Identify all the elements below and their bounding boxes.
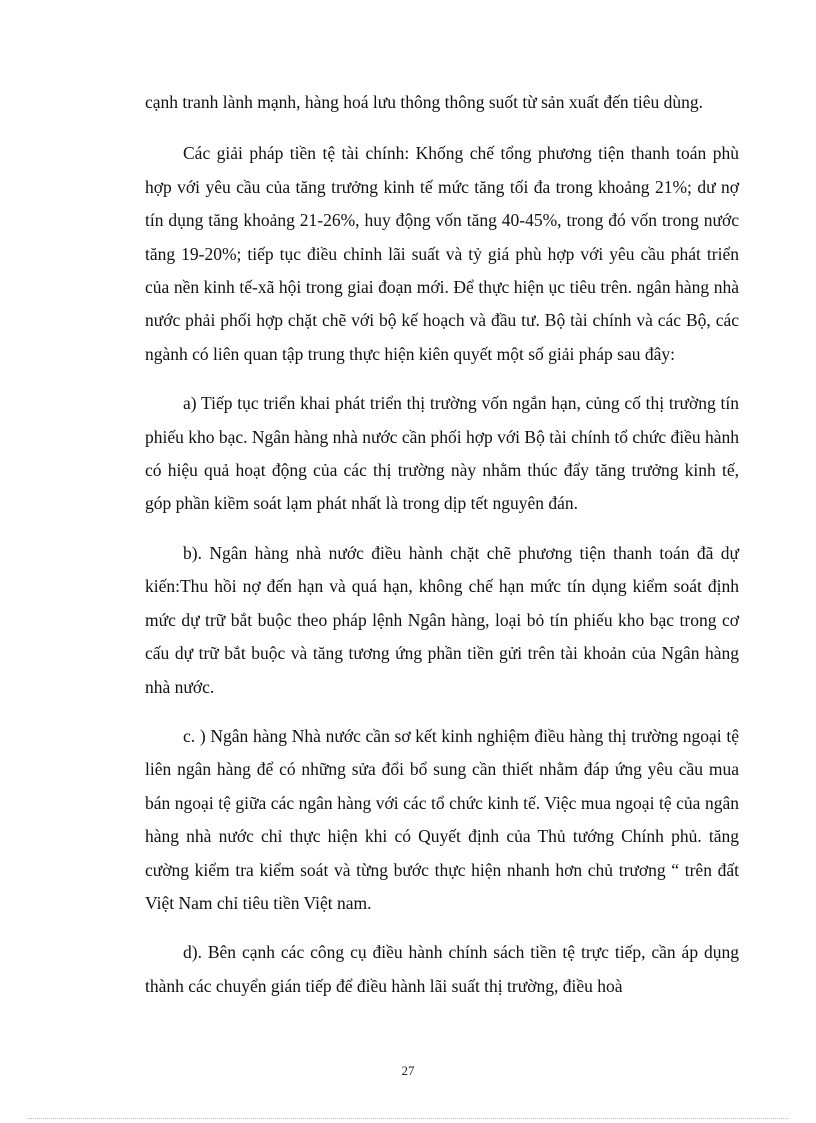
paragraph-item-d: d). Bên cạnh các công cụ điều hành chính sách tiền tệ trực tiếp, cần áp dụng thành các chuyển gián tiếp để điều hành lãi suất thị trường, điều hoà [145, 942, 739, 996]
paragraph-item-c: c. ) Ngân hàng Nhà nước cần sơ kết kinh nghiệm điều hàng thị trường ngoại tệ liên ngân hàng để có những sửa đổi bổ sung cần thiết nhằm đáp ứng yêu cầu mua bán ngoại tệ giữa các ngân hàng với các tổ chức kinh tế. Việc mua ngoại tệ của ngân hàng nhà nước chỉ thực hiện khi có Quyết định của Thủ tướng Chính phủ. tăng cường kiểm tra kiểm soát và từng bước thực hiện nhanh hơn chủ trương “ trên đất Việt Nam chỉ tiêu tiền Việt nam. [145, 725, 739, 913]
paragraph-financial-solutions: Các giải pháp tiền tệ tài chính: Khống chế tổng phương tiện thanh toán phù hợp với yêu cầu của tăng trưởng kinh tế mức tăng tối đa trong khoảng 21%; dư nợ tín dụng tăng khoảng 21-26%, huy động vốn tăng 40-45%, trong đó vốn trong nước tăng 19-20%; tiếp tục điều chỉnh lãi suất và tỷ giá phù hợp với yêu cầu phát triển của nền kinh tế-xã hội trong giai đoạn mới. Để thực hiện ục tiêu trên. ngân hàng nhà nước phải phối hợp chặt chẽ với bộ kế hoạch và đầu tư. Bộ tài chính và các Bộ, các ngành có liên quan tập trung thực hiện kiên quyết một số giải pháp sau đây: [145, 143, 739, 364]
paragraph-item-b: b). Ngân hàng nhà nước điều hành chặt chẽ phương tiện thanh toán đã dự kiến:Thu hồi nợ đến hạn và quá hạn, không chế hạn mức tín dụng kiểm soát định mức dự trữ bắt buộc theo pháp lệnh Ngân hàng, loại bỏ tín phiếu kho bạc trong cơ cấu dự trữ bắt buộc và tăng tương ứng phần tiền gửi trên tài khoản của Ngân hàng nhà nước. [145, 542, 739, 697]
paragraph-continuation: cạnh tranh lành mạnh, hàng hoá lưu thông thông suốt từ sản xuất đến tiêu dùng. [145, 92, 703, 112]
paragraph-item-a: a) Tiếp tục triển khai phát triển thị trường vốn ngắn hạn, củng cố thị trường tín phiếu kho bạc. Ngân hàng nhà nước cần phối hợp với Bộ tài chính tổ chức điều hành có hiệu quả hoạt động của các thị trường này nhằm thúc đẩy tăng trưởng kinh tế, góp phần kiềm soát lạm phát nhất là trong dịp tết nguyên đán. [145, 393, 739, 514]
page-number: 27 [401, 1063, 415, 1078]
page-bottom-edge [28, 1118, 788, 1119]
page-body [145, 86, 739, 1019]
